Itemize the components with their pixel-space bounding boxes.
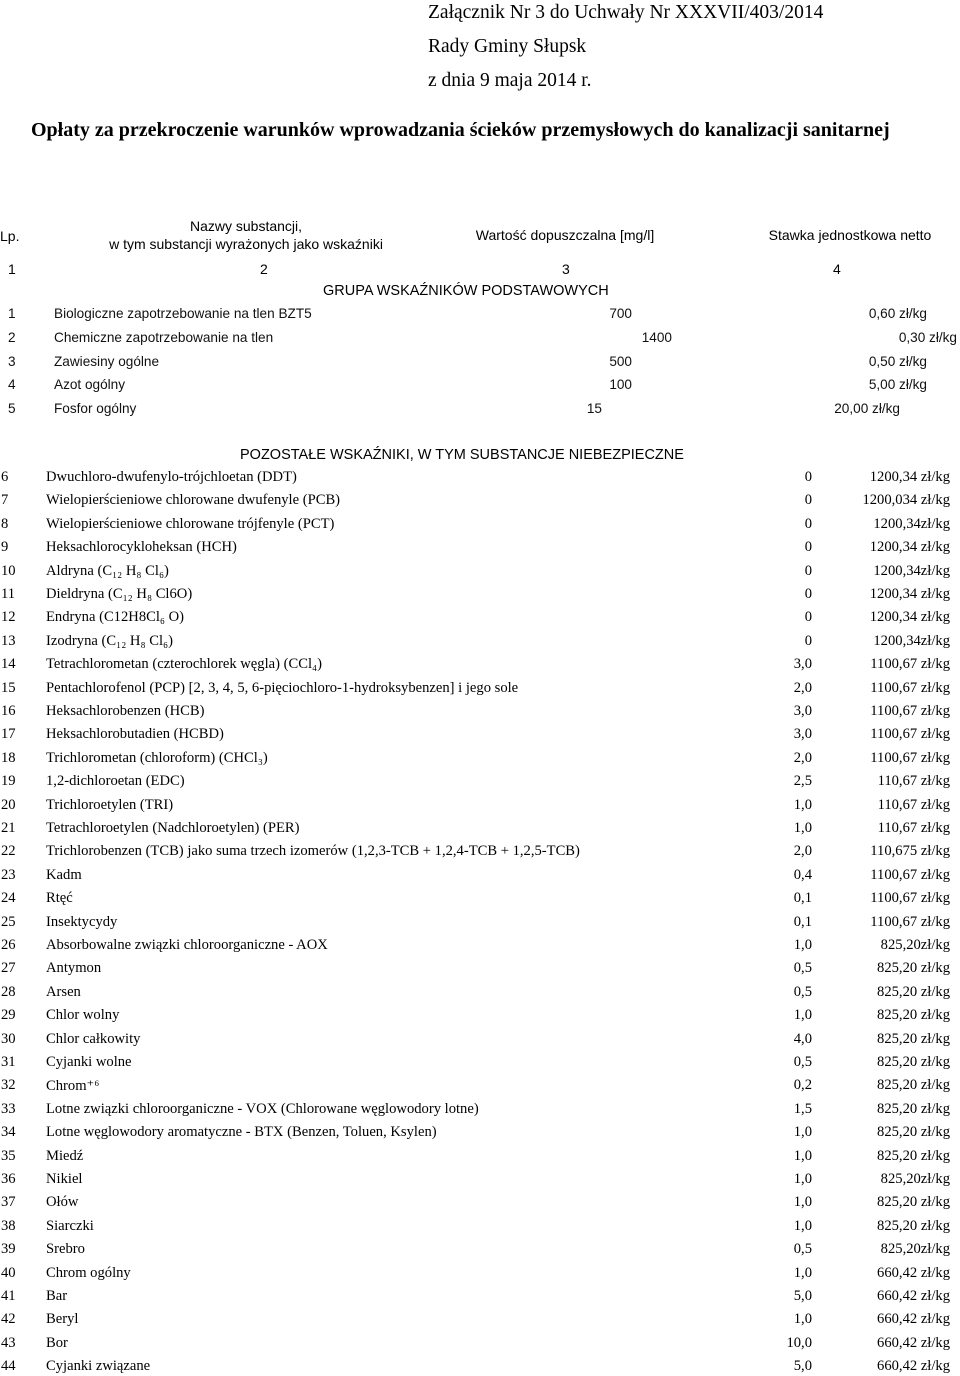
row-rate: 1200,34zł/kg <box>873 516 950 532</box>
row-rate: 825,20 zł/kg <box>877 1101 950 1117</box>
row-lp: 14 <box>1 656 16 672</box>
row-name: Antymon <box>46 960 102 976</box>
row-rate: 1100,67 zł/kg <box>870 867 950 883</box>
row-rate: 825,20 zł/kg <box>877 1148 950 1164</box>
row-lp: 29 <box>1 1007 16 1023</box>
row-lp: 22 <box>1 843 16 859</box>
row-value: 0 <box>804 563 812 579</box>
row-rate: 1200,34 zł/kg <box>869 469 950 485</box>
annex-line-3: z dnia 9 maja 2014 r. <box>428 70 592 91</box>
row-name: Nikiel <box>46 1171 83 1187</box>
row-lp: 27 <box>1 960 16 976</box>
row-value: 100 <box>609 377 632 392</box>
row-name: Absorbowalne związki chloroorganiczne - AOX <box>46 937 328 953</box>
row-lp: 21 <box>1 820 16 836</box>
row-name: Biologiczne zapotrzebowanie na tlen BZT5 <box>54 306 312 321</box>
row-rate: 1200,34zł/kg <box>873 563 950 579</box>
row-rate: 110,675 zł/kg <box>870 843 950 859</box>
row-value: 0 <box>804 609 812 625</box>
row-lp: 33 <box>1 1101 16 1117</box>
row-name: Zawiesiny ogólne <box>54 354 160 369</box>
row-value: 0,5 <box>793 984 812 1000</box>
row-value: 1,0 <box>793 797 812 813</box>
row-rate: 825,20 zł/kg <box>877 1031 950 1047</box>
row-lp: 1 <box>8 306 16 321</box>
row-rate: 5,00 zł/kg <box>868 377 927 392</box>
col-rate-header: Stawka jednostkowa netto <box>768 227 932 243</box>
row-name: Arsen <box>46 984 81 1000</box>
row-lp: 39 <box>1 1241 16 1257</box>
row-name: Insektycydy <box>46 914 118 930</box>
row-rate: 825,20 zł/kg <box>877 1007 950 1023</box>
row-name: Lotne związki chloroorganiczne - VOX (Chlorowane węglowodory lotne) <box>46 1101 479 1117</box>
row-value: 1,5 <box>793 1101 812 1117</box>
row-value: 500 <box>609 354 632 369</box>
row-name: Endryna (C12H8Cl₆ O) <box>46 609 185 625</box>
row-lp: 44 <box>1 1358 16 1374</box>
group-basic-title: GRUPA WSKAŹNIKÓW PODSTAWOWYCH <box>323 283 609 299</box>
col-name-header-line2: w tym substancji wyrażonych jako wskaźniki <box>109 236 383 252</box>
row-name: Siarczki <box>46 1218 94 1234</box>
row-name: Heksachlorobutadien (HCBD) <box>46 726 224 742</box>
col-name-header-line1: Nazwy substancji, <box>189 218 303 234</box>
row-rate: 660,42 zł/kg <box>877 1265 950 1281</box>
row-rate: 0,60 zł/kg <box>868 306 927 321</box>
row-rate: 825,20 zł/kg <box>877 984 950 1000</box>
row-name: Dwuchloro-dwufenylo-trójchloetan (DDT) <box>46 469 297 485</box>
row-rate: 660,42 zł/kg <box>877 1288 950 1304</box>
row-rate: 110,67 zł/kg <box>877 773 950 789</box>
row-rate: 660,42 zł/kg <box>877 1358 950 1374</box>
row-rate: 1200,34 zł/kg <box>869 539 950 555</box>
row-value: 1,0 <box>793 1148 812 1164</box>
row-value: 1400 <box>641 330 672 345</box>
row-lp: 17 <box>1 726 16 742</box>
row-rate: 825,20zł/kg <box>880 1241 950 1257</box>
row-rate: 825,20 zł/kg <box>877 1194 950 1210</box>
row-name: 1,2-dichloroetan (EDC) <box>46 773 185 789</box>
row-name: Pentachlorofenol (PCP) [2, 3, 4, 5, 6-pięciochloro-1-hydroksybenzen] i jego sole <box>46 680 519 696</box>
row-lp: 3 <box>8 354 16 369</box>
row-value: 1,0 <box>793 1194 812 1210</box>
col-value-header: Wartość dopuszczalna [mg/l] <box>475 227 655 243</box>
col-number-1: 1 <box>8 261 16 277</box>
col-number-2: 2 <box>260 261 268 277</box>
row-name: Bor <box>46 1335 68 1351</box>
row-value: 5,0 <box>793 1288 812 1304</box>
row-value: 2,0 <box>793 680 812 696</box>
row-rate: 1200,34zł/kg <box>873 633 950 649</box>
row-lp: 9 <box>1 539 9 555</box>
row-rate: 825,20 zł/kg <box>877 1054 950 1070</box>
row-name: Chlor całkowity <box>46 1031 141 1047</box>
row-lp: 10 <box>1 563 16 579</box>
row-value: 1,0 <box>793 937 812 953</box>
row-name: Rtęć <box>46 890 73 906</box>
row-lp: 41 <box>1 1288 16 1304</box>
row-value: 700 <box>609 306 632 321</box>
row-value: 3,0 <box>793 656 812 672</box>
row-name: Beryl <box>46 1311 79 1327</box>
row-rate: 0,50 zł/kg <box>868 354 927 369</box>
row-name: Azot ogólny <box>54 377 126 392</box>
row-value: 0 <box>804 469 812 485</box>
row-lp: 31 <box>1 1054 16 1070</box>
row-rate: 660,42 zł/kg <box>877 1311 950 1327</box>
row-lp: 24 <box>1 890 16 906</box>
row-lp: 23 <box>1 867 16 883</box>
row-lp: 26 <box>1 937 16 953</box>
row-lp: 25 <box>1 914 16 930</box>
row-lp: 30 <box>1 1031 16 1047</box>
row-lp: 40 <box>1 1265 16 1281</box>
row-name: Cyjanki wolne <box>46 1054 132 1070</box>
row-rate: 825,20 zł/kg <box>877 1218 950 1234</box>
row-name: Bar <box>46 1288 68 1304</box>
row-value: 0,1 <box>793 914 812 930</box>
row-value: 2,5 <box>793 773 812 789</box>
row-value: 1,0 <box>793 1218 812 1234</box>
row-name: Wielopierścieniowe chlorowane dwufenyle (PCB) <box>46 492 341 508</box>
row-value: 4,0 <box>793 1031 812 1047</box>
row-lp: 8 <box>1 516 9 532</box>
row-value: 0 <box>804 539 812 555</box>
row-name: Dieldryna (C₁₂ H₈ Cl6O) <box>46 586 193 602</box>
col-number-3: 3 <box>562 261 570 277</box>
row-rate: 825,20zł/kg <box>880 1171 950 1187</box>
row-rate: 1100,67 zł/kg <box>870 656 950 672</box>
row-rate: 110,67 zł/kg <box>877 820 950 836</box>
row-lp: 37 <box>1 1194 16 1210</box>
row-lp: 35 <box>1 1148 16 1164</box>
row-lp: 18 <box>1 750 16 766</box>
row-value: 0 <box>804 516 812 532</box>
row-name: Miedź <box>46 1148 84 1164</box>
row-rate: 20,00 zł/kg <box>834 401 900 416</box>
row-value: 1,0 <box>793 820 812 836</box>
row-lp: 4 <box>8 377 16 392</box>
row-name: Trichlorometan (chloroform) (CHCl₃) <box>46 750 268 766</box>
col-lp-header: Lp. <box>0 228 20 244</box>
row-rate: 1100,67 zł/kg <box>870 726 950 742</box>
row-name: Chrom ogólny <box>46 1265 131 1281</box>
row-name: Fosfor ogólny <box>54 401 137 416</box>
row-rate: 825,20 zł/kg <box>877 1124 950 1140</box>
row-rate: 1200,034 zł/kg <box>862 492 950 508</box>
row-value: 10,0 <box>786 1335 812 1351</box>
row-rate: 825,20zł/kg <box>880 937 950 953</box>
row-value: 3,0 <box>793 726 812 742</box>
row-value: 2,0 <box>793 843 812 859</box>
row-value: 2,0 <box>793 750 812 766</box>
row-name: Izodryna (C₁₂ H₈ Cl₆) <box>46 633 173 649</box>
row-rate: 1100,67 zł/kg <box>870 703 950 719</box>
row-lp: 20 <box>1 797 16 813</box>
row-rate: 110,67 zł/kg <box>877 797 950 813</box>
row-value: 0 <box>804 586 812 602</box>
row-value: 1,0 <box>793 1171 812 1187</box>
row-lp: 11 <box>1 586 16 602</box>
row-lp: 12 <box>1 609 16 625</box>
row-lp: 34 <box>1 1124 16 1140</box>
row-rate: 1100,67 zł/kg <box>870 890 950 906</box>
document-title: Opłaty za przekroczenie warunków wprowadzania ścieków przemysłowych do kanalizacji sanitarnej <box>31 119 890 141</box>
row-lp: 6 <box>1 469 9 485</box>
row-lp: 5 <box>8 401 16 416</box>
row-name: Wielopierścieniowe chlorowane trójfenyle (PCT) <box>46 516 335 532</box>
row-rate: 1200,34 zł/kg <box>869 586 950 602</box>
row-name: Chrom⁺⁶ <box>46 1078 100 1094</box>
row-name: Cyjanki związane <box>46 1358 151 1374</box>
row-value: 1,0 <box>793 1124 812 1140</box>
row-value: 1,0 <box>793 1265 812 1281</box>
row-value: 0 <box>804 633 812 649</box>
row-value: 0 <box>804 492 812 508</box>
row-lp: 13 <box>1 633 16 649</box>
row-value: 1,0 <box>793 1311 812 1327</box>
row-name: Trichloroetylen (TRI) <box>46 797 174 813</box>
row-value: 1,0 <box>793 1007 812 1023</box>
row-value: 15 <box>586 401 602 416</box>
row-value: 5,0 <box>793 1358 812 1374</box>
annex-line-1: Załącznik Nr 3 do Uchwały Nr XXXVII/403/2014 <box>428 2 824 23</box>
row-value: 0,5 <box>793 1241 812 1257</box>
row-lp: 7 <box>1 492 9 508</box>
row-name: Chemiczne zapotrzebowanie na tlen <box>54 330 274 345</box>
row-name: Tetrachlorometan (czterochlorek węgla) (CCl₄) <box>46 656 322 672</box>
row-name: Heksachlorobenzen (HCB) <box>46 703 205 719</box>
row-rate: 1200,34 zł/kg <box>869 609 950 625</box>
row-value: 0,4 <box>793 867 812 883</box>
row-lp: 16 <box>1 703 16 719</box>
row-lp: 43 <box>1 1335 16 1351</box>
row-name: Kadm <box>46 867 82 883</box>
row-name: Tetrachloroetylen (Nadchloroetylen) (PER) <box>46 820 300 836</box>
row-lp: 28 <box>1 984 16 1000</box>
row-lp: 36 <box>1 1171 16 1187</box>
row-lp: 42 <box>1 1311 16 1327</box>
col-number-4: 4 <box>833 261 841 277</box>
row-name: Srebro <box>46 1241 85 1257</box>
row-lp: 19 <box>1 773 16 789</box>
row-name: Trichlorobenzen (TCB) jako suma trzech izomerów (1,2,3-TCB + 1,2,4-TCB + 1,2,5-TCB) <box>46 843 580 859</box>
row-name: Lotne węglowodory aromatyczne - BTX (Benzen, Toluen, Ksylen) <box>46 1124 437 1140</box>
row-name: Heksachlorocykloheksan (HCH) <box>46 539 237 555</box>
row-rate: 0,30 zł/kg <box>898 330 957 345</box>
row-lp: 15 <box>1 680 16 696</box>
row-rate: 825,20 zł/kg <box>877 960 950 976</box>
row-value: 0,5 <box>793 1054 812 1070</box>
group-other-title: POZOSTAŁE WSKAŹNIKI, W TYM SUBSTANCJE NIEBEZPIECZNE <box>240 447 684 463</box>
row-rate: 1100,67 zł/kg <box>870 680 950 696</box>
row-lp: 2 <box>8 330 16 345</box>
row-value: 0,1 <box>793 890 812 906</box>
row-value: 0,2 <box>793 1077 812 1093</box>
row-value: 0,5 <box>793 960 812 976</box>
row-name: Aldryna (C₁₂ H₈ Cl₆) <box>46 563 169 579</box>
row-name: Ołów <box>46 1194 79 1210</box>
row-lp: 38 <box>1 1218 16 1234</box>
row-rate: 1100,67 zł/kg <box>870 750 950 766</box>
row-rate: 1100,67 zł/kg <box>870 914 950 930</box>
row-rate: 660,42 zł/kg <box>877 1335 950 1351</box>
row-lp: 32 <box>1 1077 16 1093</box>
row-value: 3,0 <box>793 703 812 719</box>
annex-line-2: Rady Gminy Słupsk <box>428 36 587 57</box>
row-rate: 825,20 zł/kg <box>877 1077 950 1093</box>
row-name: Chlor wolny <box>46 1007 120 1023</box>
